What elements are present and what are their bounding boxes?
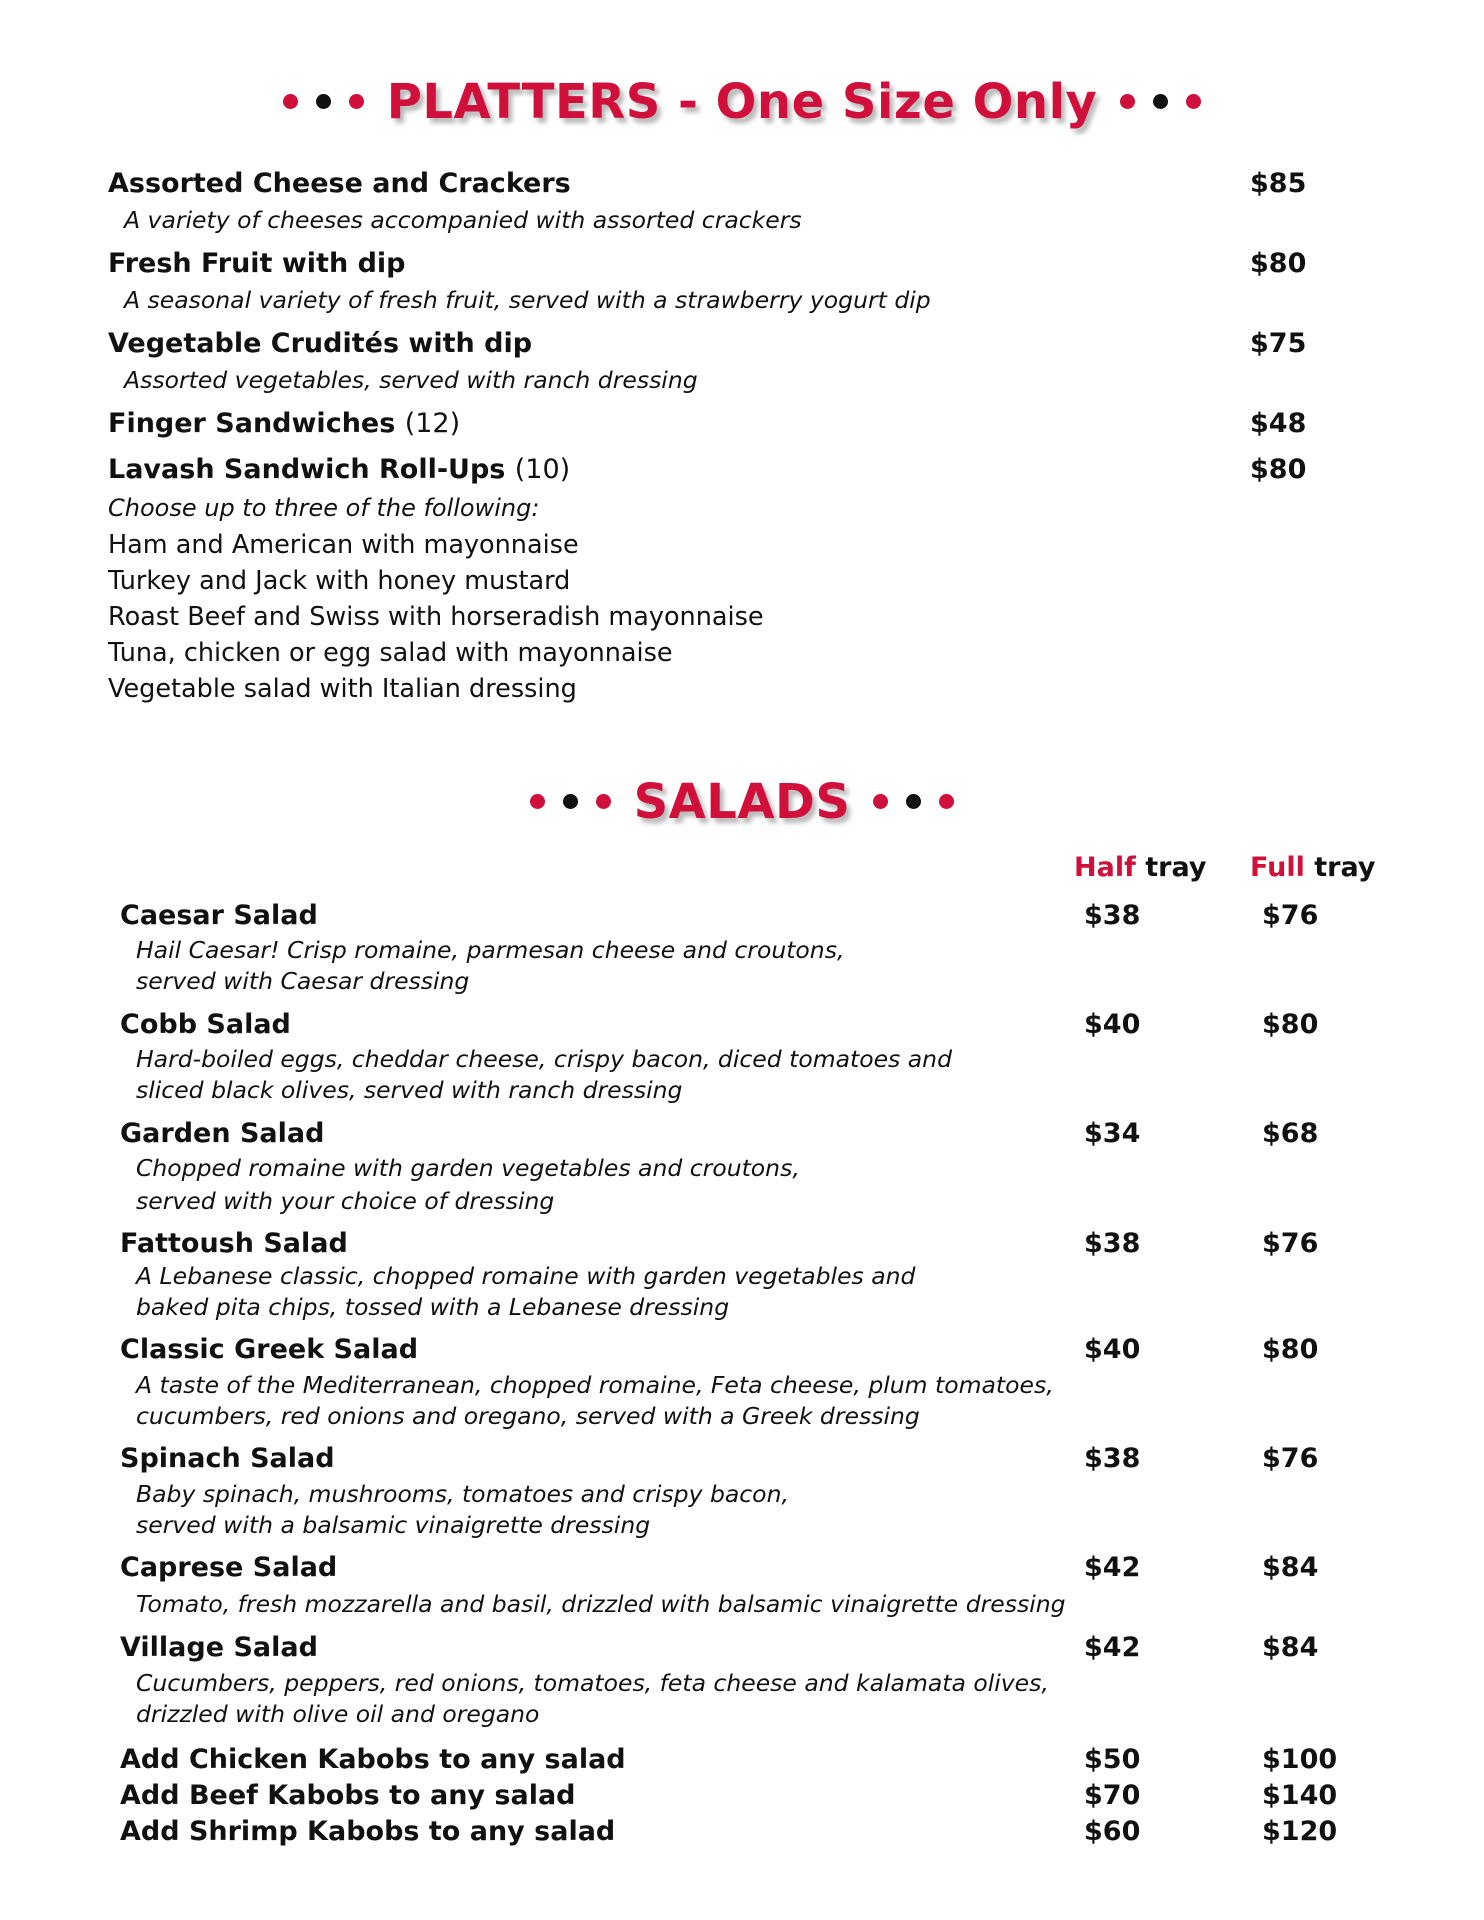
sandwich-option: Ham and American with mayonnaise (108, 530, 579, 560)
sandwich-option: Turkey and Jack with honey mustard (108, 566, 571, 596)
platters-title-text: PLATTERS - One Size Only (386, 74, 1098, 130)
item-description: A variety of cheeses accompanied with assorted crackers (124, 206, 802, 234)
half-price: $38 (1084, 1228, 1141, 1259)
item-description: Assorted vegetables, served with ranch dressing (124, 366, 698, 394)
full-price: $140 (1262, 1780, 1338, 1811)
item-name: Lavash Sandwich Roll-Ups (108, 454, 506, 485)
half-price: $40 (1084, 1334, 1141, 1365)
addon-name: Add Chicken Kabobs to any salad (120, 1744, 626, 1775)
platter-item (108, 454, 1348, 488)
item-price: $80 (1250, 454, 1307, 485)
item-description: Baby spinach, mushrooms, tomatoes and crispy bacon, (136, 1480, 789, 1508)
salad-item (120, 1118, 1350, 1152)
half-price: $42 (1084, 1632, 1141, 1663)
item-price: $80 (1250, 248, 1307, 279)
half-price: $60 (1084, 1816, 1141, 1847)
salad-item (120, 1552, 1350, 1586)
decor-dots-right (1111, 74, 1210, 130)
item-description: Hail Caesar! Crisp romaine, parmesan cheese and croutons, (136, 936, 845, 964)
full-price: $80 (1262, 1009, 1319, 1040)
item-description: Hard-boiled eggs, cheddar cheese, crispy bacon, diced tomatoes and (136, 1045, 952, 1073)
full-price: $68 (1262, 1118, 1319, 1149)
full-price: $120 (1262, 1816, 1338, 1847)
item-name: Garden Salad (120, 1118, 325, 1149)
full-price: $76 (1262, 1443, 1319, 1474)
sandwich-option: Vegetable salad with Italian dressing (108, 674, 577, 704)
salad-item (120, 1009, 1350, 1043)
full-label: Full (1250, 852, 1305, 883)
item-price: $85 (1250, 168, 1307, 199)
half-price: $70 (1084, 1780, 1141, 1811)
choose-note: Choose up to three of the following: (108, 494, 540, 522)
half-price: $34 (1084, 1118, 1141, 1149)
half-price: $38 (1084, 900, 1141, 931)
platter-item (108, 168, 1348, 202)
item-description: A seasonal variety of fresh fruit, served with a strawberry yogurt dip (124, 286, 931, 314)
decor-dots-left (521, 774, 620, 830)
half-label: Half (1074, 852, 1136, 883)
item-name: Fattoush Salad (120, 1228, 348, 1259)
full-price: $76 (1262, 900, 1319, 931)
sandwich-option: Tuna, chicken or egg salad with mayonnaise (108, 638, 673, 668)
item-description: Chopped romaine with garden vegetables and croutons, (136, 1154, 800, 1182)
full-tray-header (1250, 852, 1375, 883)
item-description: served with your choice of dressing (136, 1187, 555, 1215)
addon-item (120, 1744, 1350, 1778)
addon-item (120, 1816, 1350, 1850)
full-price: $100 (1262, 1744, 1338, 1775)
decor-dots-right (864, 774, 963, 830)
salads-title (0, 774, 1484, 830)
platters-title (0, 74, 1484, 130)
item-name: Classic Greek Salad (120, 1334, 419, 1365)
platter-item (108, 328, 1348, 362)
item-description: drizzled with olive oil and oregano (136, 1700, 540, 1728)
item-description: sliced black olives, served with ranch dressing (136, 1076, 683, 1104)
item-count: (12) (404, 408, 461, 439)
addon-name: Add Shrimp Kabobs to any salad (120, 1816, 616, 1847)
item-description: A Lebanese classic, chopped romaine with garden vegetables and (136, 1262, 916, 1290)
tray-label: tray (1135, 852, 1207, 883)
item-name: Cobb Salad (120, 1009, 291, 1040)
item-description: A taste of the Mediterranean, chopped romaine, Feta cheese, plum tomatoes, (136, 1371, 1054, 1399)
item-description: Tomato, fresh mozzarella and basil, drizzled with balsamic vinaigrette dressing (136, 1590, 1066, 1618)
salad-item (120, 1443, 1350, 1477)
salad-item (120, 1228, 1350, 1262)
half-price: $38 (1084, 1443, 1141, 1474)
item-name: Village Salad (120, 1632, 318, 1663)
full-price: $84 (1262, 1552, 1319, 1583)
item-name-wrap (108, 454, 570, 485)
salad-item (120, 900, 1350, 934)
half-price: $50 (1084, 1744, 1141, 1775)
item-description: cucumbers, red onions and oregano, served with a Greek dressing (136, 1402, 920, 1430)
item-name: Vegetable Crudités with dip (108, 328, 533, 359)
item-name: Caesar Salad (120, 900, 318, 931)
item-price: $48 (1250, 408, 1307, 439)
item-description: Cucumbers, peppers, red onions, tomatoes, feta cheese and kalamata olives, (136, 1669, 1049, 1697)
addon-item (120, 1780, 1350, 1814)
item-name: Spinach Salad (120, 1443, 335, 1474)
item-name: Fresh Fruit with dip (108, 248, 406, 279)
item-price: $75 (1250, 328, 1307, 359)
full-price: $84 (1262, 1632, 1319, 1663)
item-name-wrap (108, 408, 460, 439)
half-price: $42 (1084, 1552, 1141, 1583)
platter-item (108, 408, 1348, 442)
salad-item (120, 1334, 1350, 1368)
addon-name: Add Beef Kabobs to any salad (120, 1780, 576, 1811)
item-description: served with a balsamic vinaigrette dressing (136, 1511, 651, 1539)
full-price: $76 (1262, 1228, 1319, 1259)
item-name: Assorted Cheese and Crackers (108, 168, 571, 199)
salad-item (120, 1632, 1350, 1666)
decor-dots-left (274, 74, 373, 130)
salads-title-text: SALADS (633, 774, 851, 830)
item-description: served with Caesar dressing (136, 967, 470, 995)
platter-item (108, 248, 1348, 282)
item-description: baked pita chips, tossed with a Lebanese dressing (136, 1293, 730, 1321)
full-price: $80 (1262, 1334, 1319, 1365)
item-name: Caprese Salad (120, 1552, 338, 1583)
half-tray-header (1074, 852, 1206, 883)
tray-label: tray (1304, 852, 1376, 883)
sandwich-option: Roast Beef and Swiss with horseradish mayonnaise (108, 602, 764, 632)
item-name: Finger Sandwiches (108, 408, 396, 439)
half-price: $40 (1084, 1009, 1141, 1040)
item-count: (10) (514, 454, 571, 485)
